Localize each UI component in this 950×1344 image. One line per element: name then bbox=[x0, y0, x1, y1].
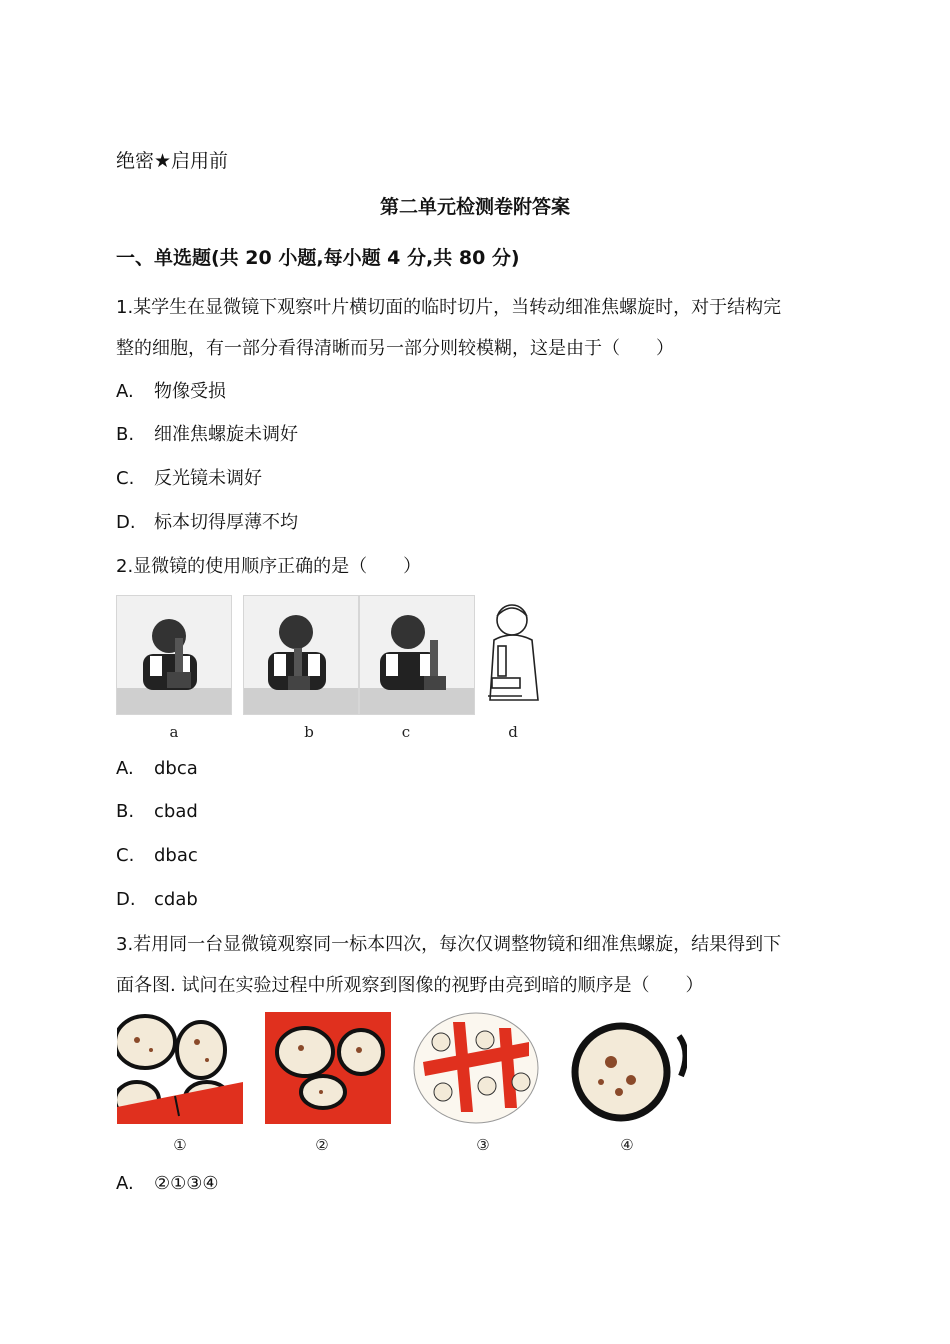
photo-caption-b: b bbox=[304, 723, 314, 741]
microscope-photo-a bbox=[116, 595, 232, 715]
photo-caption-d: d bbox=[508, 723, 518, 741]
view-caption-3: ③ bbox=[476, 1136, 490, 1154]
option-text: cdab bbox=[154, 889, 198, 910]
microscope-view-3 bbox=[413, 1012, 539, 1124]
q2-option-a[interactable] bbox=[116, 758, 198, 780]
document-title: 第二单元检测卷附答案 bbox=[379, 196, 570, 218]
microscope-drawing-d bbox=[474, 600, 554, 716]
section-heading: 一、单选题(共 20 小题,每小题 4 分,共 80 分) bbox=[116, 247, 520, 269]
q1-option-d[interactable] bbox=[116, 512, 298, 534]
q1-stem-line1: 1.某学生在显微镜下观察叶片横切面的临时切片，当转动细准焦螺旋时，对于结构完 bbox=[116, 297, 782, 318]
q1-option-c[interactable] bbox=[116, 468, 262, 490]
view-caption-2: ② bbox=[315, 1136, 329, 1154]
option-text: 物像受损 bbox=[154, 381, 226, 402]
option-text: dbca bbox=[154, 758, 198, 779]
confidential-mark: 绝密★启用前 bbox=[116, 150, 229, 172]
option-text: ②①③④ bbox=[154, 1173, 219, 1194]
option-text: 标本切得厚薄不均 bbox=[154, 512, 298, 533]
option-letter: B. bbox=[116, 424, 135, 445]
view-caption-4: ④ bbox=[620, 1136, 634, 1154]
option-letter: D. bbox=[116, 889, 136, 910]
photo-caption-c: c bbox=[401, 723, 411, 741]
option-text: 细准焦螺旋未调好 bbox=[154, 424, 298, 445]
q3-option-a[interactable] bbox=[116, 1173, 219, 1195]
microscope-view-1 bbox=[117, 1012, 243, 1124]
microscope-view-4 bbox=[561, 1012, 687, 1124]
option-letter: C. bbox=[116, 468, 135, 489]
q1-stem-line2: 整的细胞，有一部分看得清晰而另一部分则较模糊，这是由于（ ） bbox=[116, 338, 674, 359]
q2-option-d[interactable] bbox=[116, 889, 198, 911]
q3-stem-line1: 3.若用同一台显微镜观察同一标本四次，每次仅调整物镜和细准焦螺旋，结果得到下 bbox=[116, 934, 782, 955]
option-letter: C. bbox=[116, 845, 135, 866]
option-text: cbad bbox=[154, 801, 198, 822]
option-letter: B. bbox=[116, 801, 135, 822]
option-letter: A. bbox=[116, 1173, 134, 1194]
microscope-photo-b bbox=[243, 595, 359, 715]
q2-option-b[interactable] bbox=[116, 801, 198, 823]
option-letter: A. bbox=[116, 381, 134, 402]
view-caption-1: ① bbox=[173, 1136, 187, 1154]
q1-option-a[interactable] bbox=[116, 381, 226, 403]
microscope-view-2 bbox=[265, 1012, 391, 1124]
photo-caption-a: a bbox=[169, 723, 179, 741]
option-text: 反光镜未调好 bbox=[154, 468, 262, 489]
q1-option-b[interactable] bbox=[116, 424, 298, 446]
option-text: dbac bbox=[154, 845, 198, 866]
option-letter: D. bbox=[116, 512, 136, 533]
microscope-photo-c bbox=[359, 595, 475, 715]
q2-option-c[interactable] bbox=[116, 845, 198, 867]
q3-stem-line2: 面各图. 试问在实验过程中所观察到图像的视野由亮到暗的顺序是（ ） bbox=[116, 975, 704, 996]
option-letter: A. bbox=[116, 758, 134, 779]
q2-stem: 2.显微镜的使用顺序正确的是（ ） bbox=[116, 556, 422, 577]
